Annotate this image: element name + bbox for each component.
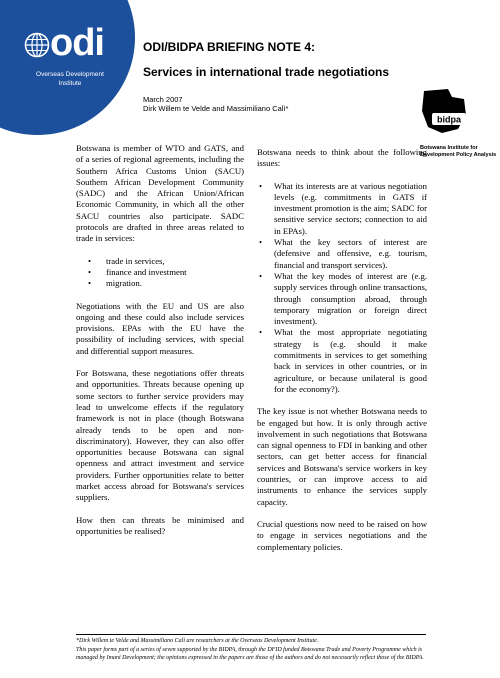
- list-item: [76, 256, 244, 267]
- odi-logo-word: odi: [50, 22, 104, 64]
- bidpa-caption-line2: Development Policy Analysis: [420, 152, 497, 158]
- list-item-text: trade in services,: [106, 255, 165, 266]
- footnote-divider: [76, 634, 426, 635]
- right-intro: Botswana needs to think about the following issues:: [257, 147, 427, 169]
- list-item: [76, 278, 244, 289]
- odi-logo-background: [0, 0, 135, 135]
- bullet-icon: •: [259, 327, 263, 338]
- briefing-note-subtitle: Services in international trade negotiations: [143, 65, 390, 79]
- list-item: [257, 181, 427, 237]
- left-paragraph-3: For Botswana, these negotiations offer threats and opportunities. Threats because opening up some sectors to further service providers may lead to unwelcome effects if the regulatory framework is not in place (though Botswana already tends to be open and non-discriminatory). However, they can also offer opportunities because Botswana can signal openness and attract investment and service providers. Further opportunities relate to better market access abroad for Botswana's services suppliers.: [76, 368, 244, 503]
- authors: Dirk Willem te Velde and Massimiliano Calì*: [143, 104, 289, 113]
- bullet-icon: •: [88, 255, 92, 266]
- bullet-icon: •: [259, 237, 263, 248]
- list-item: [257, 271, 427, 327]
- bidpa-caption: [420, 145, 500, 159]
- globe-icon: [24, 32, 50, 58]
- bidpa-logo-text: bidpa: [437, 114, 461, 125]
- list-item: [257, 327, 427, 395]
- right-paragraph-2: The key issue is not whether Botswana needs to be engaged but how. It is only through active involvement in such negotiations that Botswana can signal openness to FDI in banking and other sectors, can get better access for financial services and Botswana's service workers in key countries, or can improve access to aid instruments to enhance the services supply capacity.: [257, 406, 427, 507]
- right-column: [257, 147, 427, 564]
- list-item-text: migration.: [106, 278, 142, 289]
- list-item: [257, 237, 427, 271]
- list-item-text: What the most appropriate negotiating strategy is (e.g. should it make commitments in services to get something back in services in other countries, or in agriculture, or because unilateral is good for the economy?).: [274, 327, 427, 394]
- right-paragraph-3: Crucial questions now need to be raised on how to engage in services negotiations and the complementary policies.: [257, 518, 427, 552]
- left-paragraph-2: Negotiations with the EU and US are also ongoing and these could also include services provisions. EPAs with the EU have the possibility of including services, with special and differential support measures.: [76, 300, 244, 356]
- left-paragraph-4: How then can threats be minimised and opportunities be realised?: [76, 514, 244, 536]
- briefing-note-title: ODI/BIDPA BRIEFING NOTE 4:: [143, 40, 316, 54]
- list-item-text: What the key sectors of interest are (defensive and offensive, e.g. tourism, financial and transport services).: [274, 237, 427, 270]
- bullet-icon: •: [88, 278, 92, 289]
- footnote: [76, 637, 436, 663]
- right-bullet-list: [257, 181, 427, 396]
- odi-logo-subtitle-line2: Institute: [58, 80, 82, 87]
- odi-logo-subtitle: [10, 70, 130, 88]
- footnote-line-1: *Dirk Willem te Velde and Massimiliano Calì are researchers at the Overseas Development Institute.: [76, 638, 319, 644]
- list-item: [76, 267, 244, 278]
- left-column: [76, 143, 244, 548]
- bullet-icon: •: [88, 266, 92, 277]
- odi-logo-subtitle-line1: Overseas Development: [36, 71, 104, 78]
- footnote-line-2: This paper forms part of a series of seven supported by the BIDPA, through the DFID funded Botswana Trade and Poverty Programme which is managed by Imani Development; the opinions expressed in the papers are those of the authors and do not necessarily reflect those of the BIDPA.: [76, 646, 424, 661]
- bullet-icon: •: [259, 270, 263, 281]
- list-item-text: What the key modes of interest are (e.g. supply services through online transactions, through consumption abroad, through temporary migration or foreign direct investment).: [274, 270, 427, 327]
- left-paragraph-1: Botswana is member of WTO and GATS, and of a series of regional agreements, including the Southern Africa Customs Union (SACU) Southern African Development Community (SADC) and the African Union/African Economic Community, in which all the other SACU countries also participate. SADC protocols are drafted in three areas related to trade in services:: [76, 143, 244, 244]
- bullet-icon: •: [259, 180, 263, 191]
- bidpa-logo: [418, 85, 470, 137]
- left-bullet-list: [76, 256, 244, 290]
- bidpa-caption-line1: Botswana Institute for: [420, 145, 478, 151]
- list-item-text: What its interests are at various negotiation levels (e.g. commitments in GATS if investment promotion is the aim; SADC for sensitive service sectors; connection to aid in EPAs).: [274, 180, 427, 236]
- list-item-text: finance and investment: [106, 266, 187, 277]
- publication-date: March 2007: [143, 95, 183, 104]
